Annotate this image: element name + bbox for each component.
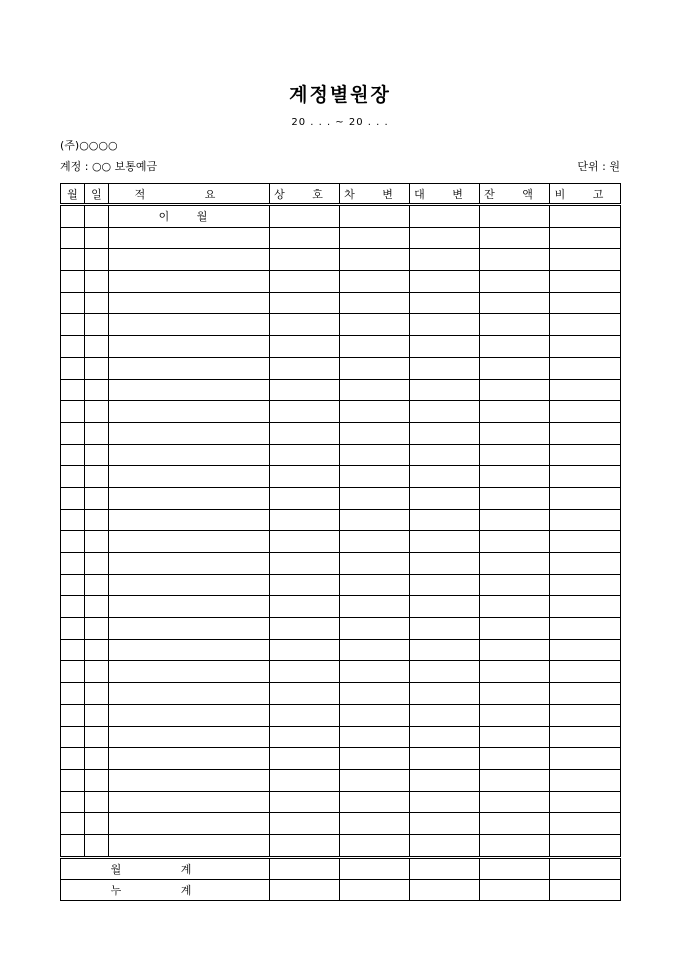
trade-name-cell[interactable] (270, 487, 340, 509)
debit-cell[interactable] (340, 639, 410, 661)
day-cell[interactable] (85, 661, 109, 683)
credit-cell[interactable] (410, 726, 480, 748)
balance-cell[interactable] (480, 834, 550, 857)
table-row (61, 336, 621, 358)
balance-cell[interactable] (480, 596, 550, 618)
credit-cell[interactable] (410, 487, 480, 509)
table-row (61, 422, 621, 444)
trade-name-cell[interactable] (270, 639, 340, 661)
summary-cell[interactable] (109, 618, 270, 640)
summary-cell[interactable] (109, 444, 270, 466)
table-row (61, 596, 621, 618)
trade-name-cell[interactable] (270, 292, 340, 314)
day-cell[interactable] (85, 357, 109, 379)
credit-cell[interactable] (410, 379, 480, 401)
credit-cell[interactable] (410, 639, 480, 661)
summary-cell[interactable] (109, 314, 270, 336)
trade-name-cell[interactable] (270, 531, 340, 553)
remarks-cell[interactable] (550, 509, 621, 531)
credit-cell[interactable] (410, 401, 480, 423)
day-cell[interactable] (85, 487, 109, 509)
balance-cell[interactable] (480, 683, 550, 705)
monthly-debit-cell[interactable] (340, 857, 410, 879)
remarks-cell[interactable] (550, 683, 621, 705)
balance-cell[interactable] (480, 639, 550, 661)
month-cell[interactable] (61, 205, 85, 228)
header-summary: 적 요 (109, 184, 270, 205)
account-name: 계정 : ○○ 보통예금 (60, 160, 158, 173)
monthly-total-row (61, 857, 621, 879)
balance-cell[interactable] (480, 553, 550, 575)
month-cell[interactable] (61, 769, 85, 791)
balance-cell[interactable] (480, 401, 550, 423)
balance-cell[interactable] (480, 422, 550, 444)
trade-name-cell[interactable] (270, 227, 340, 249)
debit-cell[interactable] (340, 553, 410, 575)
trade-name-cell[interactable] (270, 357, 340, 379)
debit-cell[interactable] (340, 292, 410, 314)
month-cell[interactable] (61, 336, 85, 358)
balance-cell[interactable] (480, 444, 550, 466)
cumulative-credit-cell[interactable] (410, 879, 480, 900)
trade-name-cell[interactable] (270, 704, 340, 726)
credit-cell[interactable] (410, 704, 480, 726)
month-cell[interactable] (61, 618, 85, 640)
table-row (61, 769, 621, 791)
balance-cell[interactable] (480, 249, 550, 271)
trade-name-cell[interactable] (270, 661, 340, 683)
table-row (61, 661, 621, 683)
summary-cell[interactable] (109, 748, 270, 770)
remarks-cell[interactable] (550, 661, 621, 683)
balance-cell[interactable] (480, 227, 550, 249)
trade-name-cell[interactable] (270, 401, 340, 423)
month-cell[interactable] (61, 791, 85, 813)
summary-cell[interactable] (109, 336, 270, 358)
balance-cell[interactable] (480, 271, 550, 293)
credit-cell[interactable] (410, 205, 480, 228)
month-cell[interactable] (61, 227, 85, 249)
remarks-cell[interactable] (550, 205, 621, 228)
summary-cell[interactable] (109, 401, 270, 423)
credit-cell[interactable] (410, 769, 480, 791)
remarks-cell[interactable] (550, 401, 621, 423)
credit-cell[interactable] (410, 466, 480, 488)
debit-cell[interactable] (340, 531, 410, 553)
balance-cell[interactable] (480, 531, 550, 553)
remarks-cell[interactable] (550, 553, 621, 575)
debit-cell[interactable] (340, 357, 410, 379)
credit-cell[interactable] (410, 509, 480, 531)
day-cell[interactable] (85, 444, 109, 466)
monthly-trade-name-cell[interactable] (270, 857, 340, 879)
balance-cell[interactable] (480, 661, 550, 683)
monthly-remarks-cell[interactable] (550, 857, 621, 879)
day-cell[interactable] (85, 271, 109, 293)
currency-unit: 단위 : 원 (577, 160, 620, 173)
summary-cell[interactable] (109, 509, 270, 531)
debit-cell[interactable] (340, 509, 410, 531)
header-month: 월 (61, 184, 85, 205)
balance-cell[interactable] (480, 314, 550, 336)
debit-cell[interactable] (340, 769, 410, 791)
summary-cell[interactable] (109, 661, 270, 683)
day-cell[interactable] (85, 553, 109, 575)
summary-cell[interactable] (109, 574, 270, 596)
trade-name-cell[interactable] (270, 379, 340, 401)
remarks-cell[interactable] (550, 422, 621, 444)
summary-cell[interactable] (109, 466, 270, 488)
day-cell[interactable] (85, 227, 109, 249)
day-cell[interactable] (85, 639, 109, 661)
trade-name-cell[interactable] (270, 466, 340, 488)
summary-cell[interactable] (109, 357, 270, 379)
month-cell[interactable] (61, 683, 85, 705)
month-cell[interactable] (61, 249, 85, 271)
day-cell[interactable] (85, 834, 109, 857)
day-cell[interactable] (85, 292, 109, 314)
trade-name-cell[interactable] (270, 726, 340, 748)
trade-name-cell[interactable] (270, 813, 340, 835)
remarks-cell[interactable] (550, 314, 621, 336)
monthly-total-label: 월 계 (61, 857, 270, 879)
table-row (61, 271, 621, 293)
credit-cell[interactable] (410, 661, 480, 683)
month-cell[interactable] (61, 509, 85, 531)
debit-cell[interactable] (340, 379, 410, 401)
debit-cell[interactable] (340, 336, 410, 358)
balance-cell[interactable] (480, 748, 550, 770)
debit-cell[interactable] (340, 466, 410, 488)
debit-cell[interactable] (340, 227, 410, 249)
summary-cell[interactable] (109, 683, 270, 705)
header-debit: 차 변 (340, 184, 410, 205)
credit-cell[interactable] (410, 444, 480, 466)
debit-cell[interactable] (340, 205, 410, 228)
remarks-cell[interactable] (550, 596, 621, 618)
day-cell[interactable] (85, 726, 109, 748)
day-cell[interactable] (85, 574, 109, 596)
header-balance: 잔 액 (480, 184, 550, 205)
debit-cell[interactable] (340, 834, 410, 857)
month-cell[interactable] (61, 401, 85, 423)
table-row (61, 205, 621, 228)
day-cell[interactable] (85, 422, 109, 444)
table-row (61, 553, 621, 575)
debit-cell[interactable] (340, 596, 410, 618)
monthly-credit-cell[interactable] (410, 857, 480, 879)
day-cell[interactable] (85, 813, 109, 835)
day-cell[interactable] (85, 531, 109, 553)
trade-name-cell[interactable] (270, 683, 340, 705)
debit-cell[interactable] (340, 401, 410, 423)
credit-cell[interactable] (410, 618, 480, 640)
company-name: (주)○○○○ (60, 139, 118, 152)
day-cell[interactable] (85, 596, 109, 618)
day-cell[interactable] (85, 379, 109, 401)
month-cell[interactable] (61, 704, 85, 726)
balance-cell[interactable] (480, 205, 550, 228)
header-trade-name: 상 호 (270, 184, 340, 205)
trade-name-cell[interactable] (270, 553, 340, 575)
cumulative-balance-cell[interactable] (480, 879, 550, 900)
table-row (61, 487, 621, 509)
credit-cell[interactable] (410, 791, 480, 813)
table-row (61, 813, 621, 835)
month-cell[interactable] (61, 466, 85, 488)
day-cell[interactable] (85, 748, 109, 770)
debit-cell[interactable] (340, 791, 410, 813)
remarks-cell[interactable] (550, 769, 621, 791)
credit-cell[interactable] (410, 249, 480, 271)
day-cell[interactable] (85, 683, 109, 705)
credit-cell[interactable] (410, 748, 480, 770)
remarks-cell[interactable] (550, 748, 621, 770)
credit-cell[interactable] (410, 357, 480, 379)
month-cell[interactable] (61, 596, 85, 618)
month-cell[interactable] (61, 444, 85, 466)
table-row (61, 227, 621, 249)
cumulative-total-label: 누 계 (61, 879, 270, 900)
cumulative-total-row (61, 879, 621, 900)
credit-cell[interactable] (410, 531, 480, 553)
trade-name-cell[interactable] (270, 834, 340, 857)
day-cell[interactable] (85, 769, 109, 791)
day-cell[interactable] (85, 336, 109, 358)
period-range: 20 . . . ~ 20 . . . (291, 117, 389, 128)
trade-name-cell[interactable] (270, 574, 340, 596)
month-cell[interactable] (61, 748, 85, 770)
month-cell[interactable] (61, 574, 85, 596)
debit-cell[interactable] (340, 748, 410, 770)
credit-cell[interactable] (410, 813, 480, 835)
credit-cell[interactable] (410, 292, 480, 314)
remarks-cell[interactable] (550, 531, 621, 553)
remarks-cell[interactable] (550, 227, 621, 249)
summary-cell[interactable] (109, 249, 270, 271)
table-row (61, 726, 621, 748)
trade-name-cell[interactable] (270, 748, 340, 770)
table-row (61, 791, 621, 813)
day-cell[interactable] (85, 791, 109, 813)
carried-forward-label: 이 월 (109, 205, 270, 228)
summary-cell[interactable] (109, 227, 270, 249)
debit-cell[interactable] (340, 618, 410, 640)
table-row (61, 444, 621, 466)
remarks-cell[interactable] (550, 379, 621, 401)
debit-cell[interactable] (340, 444, 410, 466)
summary-cell[interactable] (109, 813, 270, 835)
remarks-cell[interactable] (550, 704, 621, 726)
trade-name-cell[interactable] (270, 336, 340, 358)
balance-cell[interactable] (480, 726, 550, 748)
table-row (61, 834, 621, 857)
balance-cell[interactable] (480, 357, 550, 379)
remarks-cell[interactable] (550, 813, 621, 835)
remarks-cell[interactable] (550, 292, 621, 314)
month-cell[interactable] (61, 834, 85, 857)
table-row (61, 704, 621, 726)
remarks-cell[interactable] (550, 834, 621, 857)
credit-cell[interactable] (410, 574, 480, 596)
trade-name-cell[interactable] (270, 791, 340, 813)
month-cell[interactable] (61, 813, 85, 835)
trade-name-cell[interactable] (270, 596, 340, 618)
balance-cell[interactable] (480, 336, 550, 358)
remarks-cell[interactable] (550, 726, 621, 748)
debit-cell[interactable] (340, 574, 410, 596)
table-row (61, 639, 621, 661)
balance-cell[interactable] (480, 466, 550, 488)
trade-name-cell[interactable] (270, 314, 340, 336)
remarks-cell[interactable] (550, 574, 621, 596)
table-row (61, 466, 621, 488)
table-row (61, 292, 621, 314)
summary-cell[interactable] (109, 379, 270, 401)
cumulative-remarks-cell[interactable] (550, 879, 621, 900)
table-row (61, 357, 621, 379)
remarks-cell[interactable] (550, 249, 621, 271)
month-cell[interactable] (61, 357, 85, 379)
summary-cell[interactable] (109, 422, 270, 444)
summary-cell[interactable] (109, 791, 270, 813)
table-row (61, 379, 621, 401)
debit-cell[interactable] (340, 726, 410, 748)
day-cell[interactable] (85, 401, 109, 423)
debit-cell[interactable] (340, 271, 410, 293)
balance-cell[interactable] (480, 704, 550, 726)
trade-name-cell[interactable] (270, 249, 340, 271)
month-cell[interactable] (61, 292, 85, 314)
debit-cell[interactable] (340, 422, 410, 444)
balance-cell[interactable] (480, 379, 550, 401)
month-cell[interactable] (61, 639, 85, 661)
credit-cell[interactable] (410, 336, 480, 358)
balance-cell[interactable] (480, 618, 550, 640)
balance-cell[interactable] (480, 791, 550, 813)
summary-cell[interactable] (109, 769, 270, 791)
table-row (61, 509, 621, 531)
day-cell[interactable] (85, 618, 109, 640)
remarks-cell[interactable] (550, 791, 621, 813)
summary-cell[interactable] (109, 639, 270, 661)
balance-cell[interactable] (480, 574, 550, 596)
debit-cell[interactable] (340, 704, 410, 726)
remarks-cell[interactable] (550, 639, 621, 661)
day-cell[interactable] (85, 704, 109, 726)
credit-cell[interactable] (410, 553, 480, 575)
debit-cell[interactable] (340, 661, 410, 683)
month-cell[interactable] (61, 422, 85, 444)
trade-name-cell[interactable] (270, 205, 340, 228)
summary-cell[interactable] (109, 531, 270, 553)
table-row (61, 401, 621, 423)
header-row (61, 184, 621, 205)
header-day: 일 (85, 184, 109, 205)
month-cell[interactable] (61, 553, 85, 575)
table-row (61, 683, 621, 705)
credit-cell[interactable] (410, 683, 480, 705)
balance-cell[interactable] (480, 813, 550, 835)
day-cell[interactable] (85, 509, 109, 531)
credit-cell[interactable] (410, 314, 480, 336)
table-row (61, 314, 621, 336)
day-cell[interactable] (85, 314, 109, 336)
remarks-cell[interactable] (550, 618, 621, 640)
month-cell[interactable] (61, 487, 85, 509)
day-cell[interactable] (85, 205, 109, 228)
table-row (61, 618, 621, 640)
ledger-table (60, 183, 621, 901)
header-credit: 대 변 (410, 184, 480, 205)
balance-cell[interactable] (480, 509, 550, 531)
credit-cell[interactable] (410, 834, 480, 857)
cumulative-trade-name-cell[interactable] (270, 879, 340, 900)
table-row (61, 748, 621, 770)
trade-name-cell[interactable] (270, 422, 340, 444)
summary-cell[interactable] (109, 704, 270, 726)
summary-cell[interactable] (109, 726, 270, 748)
summary-cell[interactable] (109, 596, 270, 618)
credit-cell[interactable] (410, 271, 480, 293)
trade-name-cell[interactable] (270, 444, 340, 466)
debit-cell[interactable] (340, 249, 410, 271)
summary-cell[interactable] (109, 292, 270, 314)
remarks-cell[interactable] (550, 466, 621, 488)
summary-cell[interactable] (109, 271, 270, 293)
debit-cell[interactable] (340, 683, 410, 705)
monthly-balance-cell[interactable] (480, 857, 550, 879)
summary-cell[interactable] (109, 487, 270, 509)
month-cell[interactable] (61, 271, 85, 293)
remarks-cell[interactable] (550, 444, 621, 466)
trade-name-cell[interactable] (270, 618, 340, 640)
debit-cell[interactable] (340, 813, 410, 835)
table-row (61, 574, 621, 596)
table-row (61, 531, 621, 553)
trade-name-cell[interactable] (270, 509, 340, 531)
summary-cell[interactable] (109, 834, 270, 857)
document-title: 계정별원장 (289, 84, 391, 106)
remarks-cell[interactable] (550, 271, 621, 293)
table-row (61, 249, 621, 271)
credit-cell[interactable] (410, 596, 480, 618)
trade-name-cell[interactable] (270, 769, 340, 791)
credit-cell[interactable] (410, 227, 480, 249)
debit-cell[interactable] (340, 487, 410, 509)
balance-cell[interactable] (480, 769, 550, 791)
month-cell[interactable] (61, 314, 85, 336)
month-cell[interactable] (61, 661, 85, 683)
header-remarks: 비 고 (550, 184, 621, 205)
remarks-cell[interactable] (550, 487, 621, 509)
month-cell[interactable] (61, 726, 85, 748)
credit-cell[interactable] (410, 422, 480, 444)
remarks-cell[interactable] (550, 357, 621, 379)
remarks-cell[interactable] (550, 336, 621, 358)
debit-cell[interactable] (340, 314, 410, 336)
summary-cell[interactable] (109, 553, 270, 575)
month-cell[interactable] (61, 531, 85, 553)
cumulative-debit-cell[interactable] (340, 879, 410, 900)
balance-cell[interactable] (480, 487, 550, 509)
trade-name-cell[interactable] (270, 271, 340, 293)
month-cell[interactable] (61, 379, 85, 401)
balance-cell[interactable] (480, 292, 550, 314)
day-cell[interactable] (85, 249, 109, 271)
day-cell[interactable] (85, 466, 109, 488)
